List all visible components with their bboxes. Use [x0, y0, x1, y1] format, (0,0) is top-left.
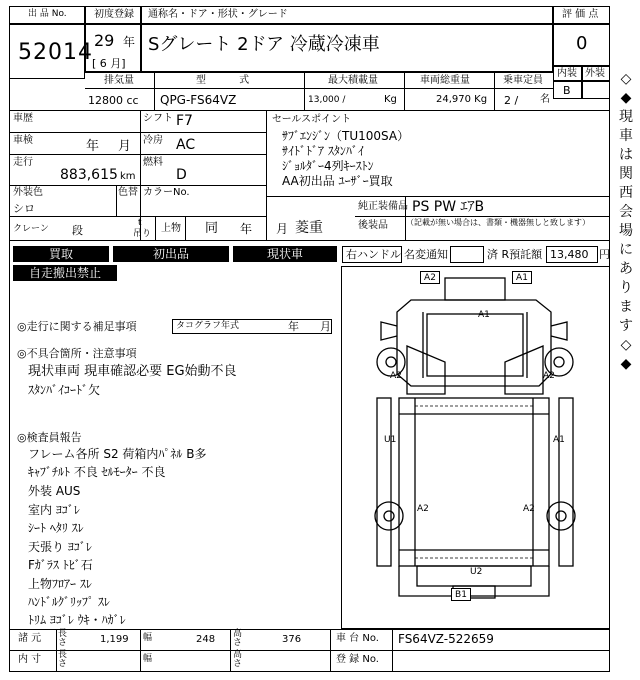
weight-label: 車両総重量 [420, 75, 470, 86]
tachograph-month: 月 [320, 320, 331, 333]
side-char: 車 [619, 128, 633, 144]
footer-col-4 [330, 629, 331, 672]
equipment-divider [355, 216, 610, 217]
buy-badge: 買取 [13, 246, 109, 262]
crane-ton: t [138, 218, 142, 228]
crane-label: クレーン [13, 224, 49, 234]
month-value: [ 6 月] [92, 57, 126, 70]
side-char: す [619, 318, 633, 334]
height-label: 高さ [233, 629, 243, 648]
details-divider-4 [9, 216, 266, 217]
reg-label: 登 録 No. [336, 654, 379, 665]
title-change-label: 名変通知 [404, 248, 448, 261]
equipment-value: PS PW ｴｱB [412, 199, 485, 215]
footer-divider-top [9, 629, 610, 630]
ext-color-value: シロ [13, 202, 35, 215]
crane-lift: 吊り [133, 229, 152, 239]
inspection-month: 月 [118, 139, 132, 154]
in-width-label: 幅 [143, 654, 153, 664]
footer-col-1 [56, 629, 57, 672]
drive-out-banned-badge: 自走搬出禁止 [13, 265, 117, 281]
rating-value: 0 [576, 33, 588, 54]
car-name: Sグレート 2ドア 冷蔵冷凍車 [148, 34, 380, 55]
inspection-label: 車検 [13, 135, 33, 146]
crane-steps: 段 [72, 224, 83, 237]
shift-value: F7 [176, 113, 193, 129]
specs-divider-mid [85, 88, 553, 89]
sales-line-2: ｻｲﾄﾞﾄﾞｱ ｽﾀﾝﾊﾞｲ [282, 144, 364, 158]
driving-note-label: ◎走行に関する補足事項 [17, 320, 137, 333]
inspector-line-1: フレーム各所 S2 荷箱内ﾊﾟﾈﾙ B多 [28, 447, 207, 461]
side-char: ◆ [620, 90, 632, 106]
width-label: 幅 [143, 633, 153, 643]
footer-col-5 [392, 629, 393, 672]
displacement-value: 12800 cc [88, 94, 139, 107]
side-char: 場 [619, 223, 633, 239]
dims-label: 諸 元 [18, 633, 42, 644]
body-label-split [155, 216, 156, 240]
recycle-unit: 円 [599, 248, 610, 261]
load-value: 13,000 / [308, 95, 346, 105]
side-char: ◆ [620, 356, 632, 372]
mileage-unit: km [120, 171, 136, 182]
lot-label: 出 品 No. [28, 9, 67, 19]
side-char: り [619, 280, 633, 296]
color-no-field: カラーNo. [143, 187, 190, 198]
capacity-unit: 名 [540, 94, 550, 105]
footer-col-2 [140, 629, 141, 672]
sales-point-label: セールスポイント [272, 114, 352, 125]
damage-mark-body-right: A1 [553, 435, 565, 445]
inspector-line-8: 上物ﾌﾛｱｰ ｽﾚ [28, 577, 92, 591]
inspector-line-5: ｼｰﾄ ﾍﾀﾘ ｽﾚ [28, 521, 84, 535]
length-label: 長さ [58, 629, 68, 648]
title-change-field [450, 246, 484, 263]
side-char: ◇ [620, 71, 632, 87]
recycle-amount: 13,480 [550, 248, 589, 261]
year-unit: 年 [123, 35, 136, 49]
side-char: 関 [619, 166, 633, 182]
sales-line-4: AA初出品 ﾕｰｻﾞｰ買取 [282, 174, 393, 188]
damage-mark-floor-right: A2 [523, 504, 535, 514]
recycle-label: 済 R預託額 [487, 248, 543, 261]
inspector-line-6: 天張り ﾖｺﾞﾚ [28, 540, 92, 554]
body-value-split [185, 216, 186, 240]
in-length-label: 長さ [58, 650, 68, 669]
details-divider-1 [9, 132, 266, 133]
load-label: 最大積載量 [328, 75, 378, 86]
current-condition-badge: 現状車 [233, 246, 337, 262]
side-char: ま [619, 299, 633, 315]
fuel-value: D [176, 167, 187, 183]
details-divider-5 [9, 240, 610, 241]
tachograph-label: タコグラフ年式 [176, 321, 240, 331]
length-value: 1,199 [100, 634, 129, 645]
details-divider-3 [9, 185, 266, 186]
year-value: 29 [94, 31, 115, 50]
damage-mark-rear: U2 [470, 567, 483, 577]
defect-label: ◎不具合箇所・注意事項 [17, 347, 137, 360]
inspector-line-3: 外装 AUS [28, 484, 81, 498]
side-notice [614, 70, 638, 420]
body-month: 月 [276, 222, 289, 236]
inspector-line-2: ｷｬﾌﾞﾁﾙﾄ 不良 ｾﾙﾓｰﾀｰ 不良 [28, 465, 166, 479]
sales-line-3: ｼﾞｮﾙﾀﾞｰ4列ｷｰｽﾄﾝ [282, 159, 374, 173]
exterior-grade-label: 外装 [585, 68, 605, 79]
capacity-label: 乗車定員 [503, 75, 543, 86]
inspector-line-7: Fｶﾞﾗｽ ﾄﾋﾞ石 [28, 558, 93, 572]
interior-dims-label: 内 寸 [18, 654, 42, 665]
side-char: に [619, 242, 633, 258]
shift-label: シフト [143, 113, 173, 124]
inspector-label: ◎検査員報告 [17, 431, 82, 444]
defect-line-1: 現状車両 現車確認必要 EG始動不良 [28, 364, 237, 379]
model-label: 型 式 [196, 75, 250, 86]
specs-col-3 [404, 72, 405, 110]
aftermarket-label: 後装品 [358, 220, 388, 231]
damage-mark-body-left: U1 [384, 435, 397, 445]
ac-label: 冷房 [143, 135, 163, 146]
damage-mark-cab-top-left: A2 [420, 271, 440, 284]
inspector-line-9: ﾊﾝﾄﾞﾙｸﾞﾘｯﾌﾟ ｽﾚ [28, 595, 110, 609]
first-reg-label: 初度登録 [94, 9, 134, 20]
sales-line-1: ｻﾌﾞｴﾝｼﾞﾝ（TU100SA） [282, 129, 410, 143]
side-char: 西 [619, 185, 633, 201]
color-no-split [116, 185, 117, 216]
history-label: 車歴 [13, 113, 33, 124]
inspector-line-4: 室内 ﾖｺﾞﾚ [28, 503, 80, 517]
side-char: は [619, 147, 633, 163]
body-label: 上物 [161, 223, 181, 234]
weight-value: 24,970 Kg [436, 94, 488, 105]
details-divider-2 [9, 154, 266, 155]
specs-col-4 [494, 72, 495, 110]
mileage-value: 883,615 [60, 167, 118, 183]
displacement-label: 排気量 [104, 75, 134, 86]
side-char: あ [619, 261, 633, 277]
specs-col-2 [304, 72, 305, 110]
body-maker: 菱重 [295, 220, 323, 236]
body-year-value: 同 [205, 221, 219, 236]
in-height-label: 高さ [233, 650, 243, 669]
aftermarket-note: （記載が無い場合は、書類・機器無しと致します） [406, 218, 590, 227]
ext-color-label: 外装色 [13, 187, 43, 198]
mileage-label: 走行 [13, 157, 33, 168]
specs-col-1 [154, 72, 155, 110]
side-char: ◇ [620, 337, 632, 353]
chassis-label: 車 台 No. [336, 633, 379, 644]
exterior-grade-cell [582, 81, 610, 99]
interior-grade-label: 内装 [557, 68, 577, 79]
damage-mark-cab-top-right: A1 [512, 271, 532, 284]
damage-mark-floor-left: A2 [417, 504, 429, 514]
side-char: 現 [619, 109, 633, 125]
lot-number: 52014 [18, 40, 93, 65]
capacity-value: 2 / [504, 94, 519, 107]
chassis-value: FS64VZ-522659 [398, 632, 494, 646]
first-listing-badge: 初出品 [113, 246, 229, 262]
width-value: 248 [196, 634, 216, 645]
damage-mark-cab-roof: A1 [478, 310, 490, 320]
body-year: 年 [240, 222, 253, 236]
side-char: 会 [619, 204, 633, 220]
defect-line-2: ｽﾀﾝﾊﾞｲｺｰﾄﾞ欠 [28, 383, 101, 397]
tachograph-year: 年 [288, 320, 299, 333]
rating-label: 評 価 点 [562, 9, 599, 20]
interior-grade: B [563, 84, 571, 97]
color-no-label: 色替 [118, 187, 138, 198]
footer-col-3 [230, 629, 231, 672]
equipment-label: 純正装備品 [358, 201, 408, 212]
fuel-label: 燃料 [143, 157, 163, 168]
damage-mark-rear-bumper: B1 [451, 588, 471, 601]
steering-value: 右ハンドル [346, 248, 401, 261]
inspection-year: 年 [86, 139, 100, 154]
damage-mark-cab-left: A2 [390, 371, 402, 381]
load-unit: Kg [384, 94, 397, 105]
name-label: 通称名・ドア・形状・グレード [148, 9, 288, 20]
height-value: 376 [282, 634, 302, 645]
damage-mark-cab-right: A2 [543, 371, 555, 381]
footer-divider-mid [9, 650, 610, 651]
ac-value: AC [176, 137, 196, 153]
inspector-line-10: ﾄﾘﾑ ﾖｺﾞﾚ ｳｷ・ﾊｶﾞﾚ [28, 613, 126, 627]
model-value: QPG-FS64VZ [160, 93, 237, 107]
specs-divider-top [85, 72, 553, 73]
